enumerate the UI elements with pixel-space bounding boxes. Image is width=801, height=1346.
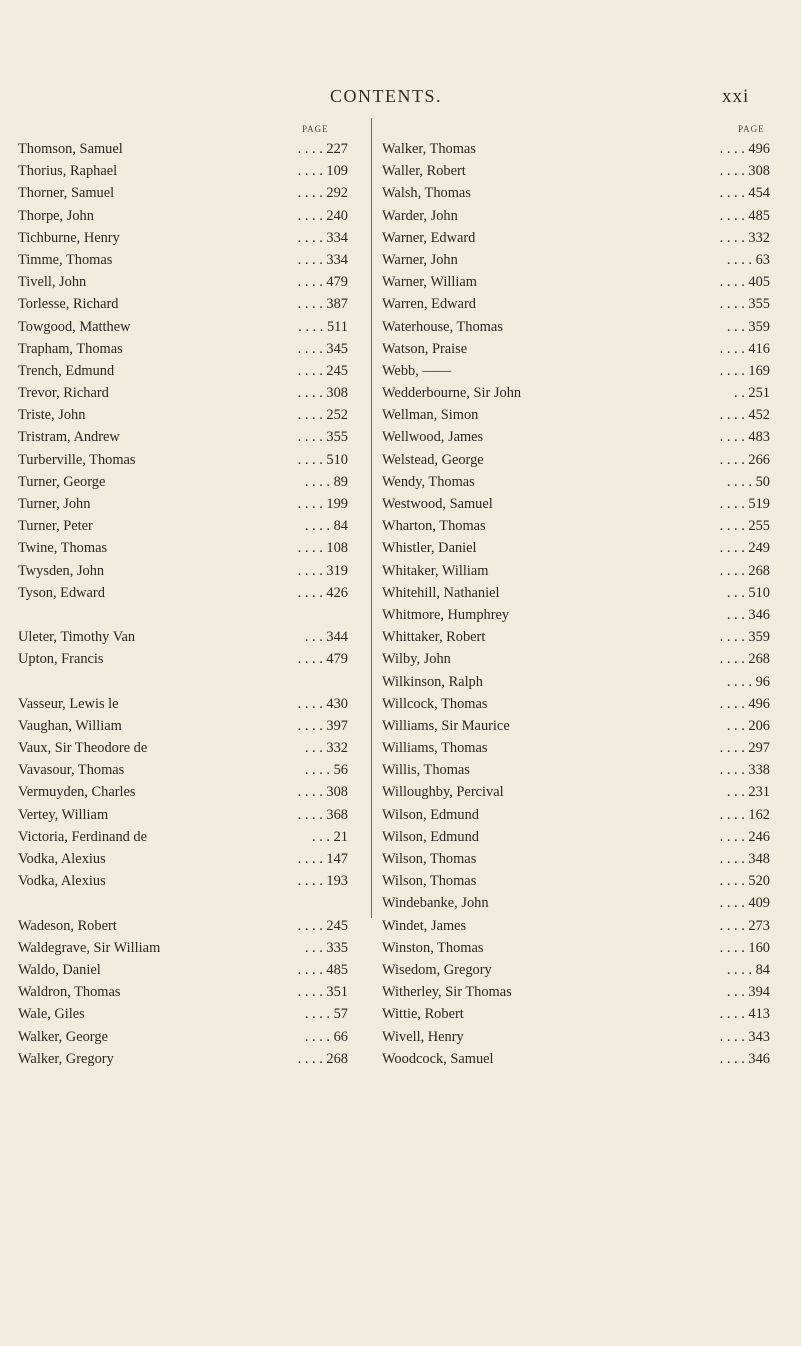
entry-name: Vodka, Alexius <box>18 873 106 890</box>
index-entry <box>382 892 774 914</box>
page-header <box>0 86 801 116</box>
index-entry <box>18 848 366 870</box>
entry-page: . . . . 308 <box>719 163 770 180</box>
entry-name: Willoughby, Percival <box>382 784 504 801</box>
index-entry <box>18 160 366 182</box>
entry-name: Willcock, Thomas <box>382 695 488 712</box>
index-entry <box>18 338 366 360</box>
entry-name: Turner, John <box>18 496 91 512</box>
entry-page: . . . 332 <box>304 740 348 757</box>
index-entry <box>18 316 366 338</box>
entry-page: . . . . 452 <box>719 407 770 424</box>
entry-page: . . . . 454 <box>719 185 770 202</box>
index-entry <box>382 759 774 781</box>
entry-page: . . . . 266 <box>719 451 770 468</box>
entry-name: Tichburne, Henry <box>18 229 120 246</box>
index-entry <box>382 182 774 204</box>
entry-name: Walsh, Thomas <box>382 185 471 202</box>
entry-page: . . . . 96 <box>726 673 770 690</box>
section-gap <box>18 892 366 914</box>
entry-page: . . . . 409 <box>719 895 770 912</box>
entry-name: Wilson, Edmund <box>382 828 479 845</box>
index-entry <box>382 471 774 493</box>
index-entry <box>18 449 366 471</box>
entry-name: Watson, Praise <box>382 340 468 357</box>
index-entry <box>18 693 366 715</box>
entry-name: Warner, John <box>382 251 458 268</box>
entry-page: . . . . 246 <box>719 828 770 845</box>
entry-name: Walker, Gregory <box>18 1050 114 1067</box>
section-gap <box>18 604 366 626</box>
entry-name: Welstead, George <box>382 451 484 468</box>
index-entry <box>382 537 774 559</box>
entry-page: . . . . 292 <box>297 185 348 202</box>
index-entry <box>18 959 366 981</box>
index-entry <box>382 316 774 338</box>
entry-name: Waldegrave, Sir William <box>18 939 161 956</box>
index-entry <box>18 560 366 582</box>
entry-name: Twysden, John <box>18 562 105 579</box>
entry-name: Waller, Robert <box>382 163 466 180</box>
entry-name: Turner, George <box>18 473 106 490</box>
entry-page: . . . . 319 <box>297 562 348 579</box>
index-entry <box>18 493 366 515</box>
entry-page: . . . . 109 <box>297 163 348 180</box>
entry-name: Webb, —— <box>382 362 452 379</box>
index-entry <box>382 360 774 382</box>
entry-name: Turberville, Thomas <box>18 451 136 468</box>
index-entry <box>18 471 366 493</box>
entry-name: Whistler, Daniel <box>382 540 477 557</box>
entry-page: . . . . 334 <box>297 251 348 268</box>
index-entry <box>18 271 366 293</box>
entry-name: Warner, William <box>382 274 477 291</box>
entry-name: Williams, Sir Maurice <box>382 717 510 734</box>
entry-page: . . . 335 <box>304 939 348 956</box>
entry-page: . . . . 338 <box>719 762 770 779</box>
entry-name: Vermuyden, Charles <box>18 784 136 801</box>
index-entry <box>382 205 774 227</box>
entry-name: Vaughan, William <box>18 717 122 734</box>
index-entry <box>18 205 366 227</box>
entry-name: Triste, John <box>18 407 86 424</box>
index-entry <box>382 493 774 515</box>
entry-name: Williams, Thomas <box>382 740 488 757</box>
index-entry <box>18 537 366 559</box>
entry-page: . . . . 160 <box>719 939 770 956</box>
entry-page: . . . . 397 <box>297 717 348 734</box>
page-column-label: PAGE <box>738 124 765 134</box>
index-entry <box>18 1026 366 1048</box>
entry-name: Tristram, Andrew <box>18 429 120 446</box>
index-entry <box>382 293 774 315</box>
entry-page: . . . . 193 <box>297 873 348 890</box>
index-entry <box>18 426 366 448</box>
index-entry <box>18 360 366 382</box>
entry-page: . . . . 66 <box>304 1028 348 1045</box>
index-entry <box>382 1003 774 1025</box>
index-entry <box>382 804 774 826</box>
index-entry <box>18 759 366 781</box>
entry-page: . . . . 240 <box>297 207 348 224</box>
entry-page: . . . . 147 <box>297 851 348 867</box>
entry-page: . . . . 359 <box>719 629 770 646</box>
entry-page: . . . . 343 <box>719 1028 770 1045</box>
entry-page: . . . 510 <box>726 584 770 601</box>
entry-page: . . . . 84 <box>304 518 348 535</box>
entry-name: Windet, James <box>382 917 467 934</box>
index-entry <box>18 1003 366 1025</box>
entry-page: . . . 359 <box>726 318 770 335</box>
entry-name: Wilkinson, Ralph <box>382 673 483 690</box>
entry-name: Wendy, Thomas <box>382 473 475 490</box>
entry-name: Wilby, John <box>382 651 451 668</box>
entry-page: . . . . 162 <box>719 806 770 823</box>
entry-page: . . . . 249 <box>719 540 770 557</box>
index-entry <box>382 160 774 182</box>
index-entry <box>18 781 366 803</box>
entry-page: . . . . 479 <box>297 651 348 668</box>
index-entry <box>382 981 774 1003</box>
index-entry <box>382 1048 774 1070</box>
entry-page: . . . . 485 <box>297 961 348 978</box>
entry-name: Wilson, Thomas <box>382 873 477 890</box>
entry-name: Trench, Edmund <box>18 362 115 379</box>
entry-name: Timme, Thomas <box>18 251 113 268</box>
entry-page: . . . . 348 <box>719 851 770 867</box>
index-entry <box>382 1026 774 1048</box>
index-entry <box>18 915 366 937</box>
index-entry <box>18 826 366 848</box>
entry-name: Warner, Edward <box>382 229 476 246</box>
entry-name: Tyson, Edward <box>18 584 105 601</box>
entry-page: . . . . 297 <box>719 740 770 757</box>
entry-name: Wilson, Thomas <box>382 851 477 867</box>
index-entry <box>18 626 366 648</box>
entry-page: . . . . 245 <box>297 917 348 934</box>
entry-name: Whittaker, Robert <box>382 629 486 646</box>
entry-page: . . . . 368 <box>297 806 348 823</box>
entry-page: . . . 394 <box>726 984 770 1001</box>
entry-name: Trevor, Richard <box>18 385 109 402</box>
entry-name: Vavasour, Thomas <box>18 762 125 779</box>
entry-name: Warder, John <box>382 207 458 224</box>
index-entry <box>382 515 774 537</box>
entry-name: Wittie, Robert <box>382 1006 464 1023</box>
index-entry <box>382 937 774 959</box>
entry-name: Wedderbourne, Sir John <box>382 385 522 402</box>
index-entry <box>382 848 774 870</box>
entry-page: . . . . 273 <box>719 917 770 934</box>
entry-page: . . . . 430 <box>297 695 348 712</box>
entry-page: . . . . 332 <box>719 229 770 246</box>
entry-page: . . . . 245 <box>297 362 348 379</box>
entry-name: Westwood, Samuel <box>382 496 493 512</box>
entry-name: Windebanke, John <box>382 895 489 912</box>
index-entry <box>382 404 774 426</box>
index-entry <box>382 671 774 693</box>
entry-name: Waldo, Daniel <box>18 961 101 978</box>
entry-page: . . . 346 <box>726 606 770 623</box>
index-entry <box>382 826 774 848</box>
entry-name: Wisedom, Gregory <box>382 961 492 978</box>
entry-page: . . . . 56 <box>304 762 348 779</box>
entry-name: Turner, Peter <box>18 518 93 535</box>
index-entry <box>382 737 774 759</box>
index-entry <box>382 249 774 271</box>
entry-page: . . . . 89 <box>304 473 348 490</box>
column-divider <box>371 118 372 918</box>
entry-name: Victoria, Ferdinand de <box>18 828 148 845</box>
entry-page: . . . . 496 <box>719 141 770 157</box>
entry-name: Thorius, Raphael <box>18 163 118 180</box>
entry-name: Thorner, Samuel <box>18 185 115 202</box>
index-entry <box>18 404 366 426</box>
entry-page: . . . . 57 <box>304 1006 348 1023</box>
entry-page: . . . 231 <box>726 784 770 801</box>
index-entries-left <box>18 138 366 1070</box>
index-entry <box>382 338 774 360</box>
entry-page: . . . . 268 <box>297 1050 348 1067</box>
index-entry <box>382 648 774 670</box>
index-entry <box>382 693 774 715</box>
running-title: CONTENTS. <box>330 86 442 106</box>
entry-page: . . . . 483 <box>719 429 770 446</box>
entry-page: . . . . 252 <box>297 407 348 424</box>
index-entry <box>382 382 774 404</box>
entry-name: Witherley, Sir Thomas <box>382 984 512 1001</box>
entry-name: Tivell, John <box>18 274 87 291</box>
entry-name: Wadeson, Robert <box>18 917 117 934</box>
entry-name: Vertey, William <box>18 806 109 823</box>
entry-page: . . . . 496 <box>719 695 770 712</box>
index-entry <box>382 426 774 448</box>
entry-name: Wharton, Thomas <box>382 518 486 535</box>
entry-page: . . . . 351 <box>297 984 348 1001</box>
entry-page: . . . . 334 <box>297 229 348 246</box>
index-entry <box>18 737 366 759</box>
entry-page: . . . . 510 <box>297 451 348 468</box>
entry-name: Vaux, Sir Theodore de <box>18 740 148 757</box>
index-entries-right <box>382 138 774 1070</box>
index-entry <box>18 804 366 826</box>
entry-page: . . . . 405 <box>719 274 770 291</box>
index-entry <box>382 626 774 648</box>
entry-name: Vasseur, Lewis le <box>18 695 119 712</box>
entry-page: . . . . 108 <box>297 540 348 557</box>
entry-page: . . . . 426 <box>297 584 348 601</box>
entry-name: Wivell, Henry <box>382 1028 464 1045</box>
entry-page: . . . . 355 <box>297 429 348 446</box>
entry-name: Winston, Thomas <box>382 939 484 956</box>
entry-page: . . . . 268 <box>719 651 770 668</box>
index-entry <box>18 870 366 892</box>
entry-name: Wellwood, James <box>382 429 484 446</box>
page-column-label: PAGE <box>302 124 329 134</box>
entry-page: . . . . 479 <box>297 274 348 291</box>
index-entry <box>18 182 366 204</box>
entry-name: Wale, Giles <box>18 1006 85 1023</box>
index-entry <box>382 870 774 892</box>
entry-page: . . 251 <box>734 385 770 402</box>
entry-name: Whitehill, Nathaniel <box>382 584 500 601</box>
entry-name: Upton, Francis <box>18 651 104 668</box>
index-entry <box>382 781 774 803</box>
entry-page: . . . . 63 <box>726 251 770 268</box>
entry-name: Willis, Thomas <box>382 762 470 779</box>
index-entry <box>18 138 366 160</box>
index-entry <box>18 1048 366 1070</box>
index-entry <box>382 138 774 160</box>
entry-name: Uleter, Timothy Van <box>18 629 136 646</box>
entry-page: . . . . 199 <box>297 496 348 512</box>
entry-page: . . . . 308 <box>297 784 348 801</box>
entry-page: . . . . 255 <box>719 518 770 535</box>
entry-name: Waterhouse, Thomas <box>382 318 503 335</box>
index-entry <box>18 582 366 604</box>
entry-name: Woodcock, Samuel <box>382 1050 494 1067</box>
page-numeral: xxi <box>722 86 750 107</box>
index-entry <box>382 715 774 737</box>
index-entry <box>18 937 366 959</box>
section-gap <box>18 671 366 693</box>
entry-name: Thorpe, John <box>18 207 94 224</box>
entry-name: Waldron, Thomas <box>18 984 121 1001</box>
entry-page: . . . . 520 <box>719 873 770 890</box>
entry-page: . . . . 416 <box>719 340 770 357</box>
entry-page: . . . . 387 <box>297 296 348 313</box>
entry-page: . . . 21 <box>312 828 348 845</box>
index-entry <box>382 915 774 937</box>
entry-page: . . . . 511 <box>298 318 348 335</box>
entry-name: Trapham, Thomas <box>18 340 123 357</box>
entry-page: . . . . 345 <box>297 340 348 357</box>
index-entry <box>382 582 774 604</box>
entry-name: Walker, George <box>18 1028 108 1045</box>
entry-page: . . . . 84 <box>726 961 770 978</box>
entry-page: . . . . 355 <box>719 296 770 313</box>
entry-page: . . . . 346 <box>719 1050 770 1067</box>
index-entry <box>382 271 774 293</box>
entry-page: . . . 206 <box>726 717 770 734</box>
entry-page: . . . . 268 <box>719 562 770 579</box>
entry-page: . . . . 227 <box>297 141 348 157</box>
entry-page: . . . . 169 <box>719 362 770 379</box>
entry-name: Warren, Edward <box>382 296 476 313</box>
index-entry <box>18 293 366 315</box>
entry-name: Walker, Thomas <box>382 141 476 157</box>
entry-name: Towgood, Matthew <box>18 318 131 335</box>
index-entry <box>18 981 366 1003</box>
entry-name: Torlesse, Richard <box>18 296 119 313</box>
index-entry <box>382 959 774 981</box>
entry-name: Whitmore, Humphrey <box>382 606 510 623</box>
entry-page: . . . . 485 <box>719 207 770 224</box>
entry-page: . . . 344 <box>304 629 348 646</box>
index-entry <box>382 560 774 582</box>
index-entry <box>18 648 366 670</box>
index-entry <box>18 382 366 404</box>
index-entry <box>18 715 366 737</box>
index-entry <box>18 227 366 249</box>
entry-name: Vodka, Alexius <box>18 851 106 867</box>
entry-name: Thomson, Samuel <box>18 141 123 157</box>
entry-page: . . . . 308 <box>297 385 348 402</box>
index-entry <box>18 249 366 271</box>
index-entry <box>382 227 774 249</box>
entry-page: . . . . 519 <box>719 496 770 512</box>
entry-name: Wilson, Edmund <box>382 806 479 823</box>
entry-page: . . . . 50 <box>726 473 770 490</box>
index-entry <box>18 515 366 537</box>
entry-name: Wellman, Simon <box>382 407 479 424</box>
entry-page: . . . . 413 <box>719 1006 770 1023</box>
index-entry <box>382 449 774 471</box>
index-entry <box>382 604 774 626</box>
entry-name: Twine, Thomas <box>18 540 108 557</box>
entry-name: Whitaker, William <box>382 562 489 579</box>
